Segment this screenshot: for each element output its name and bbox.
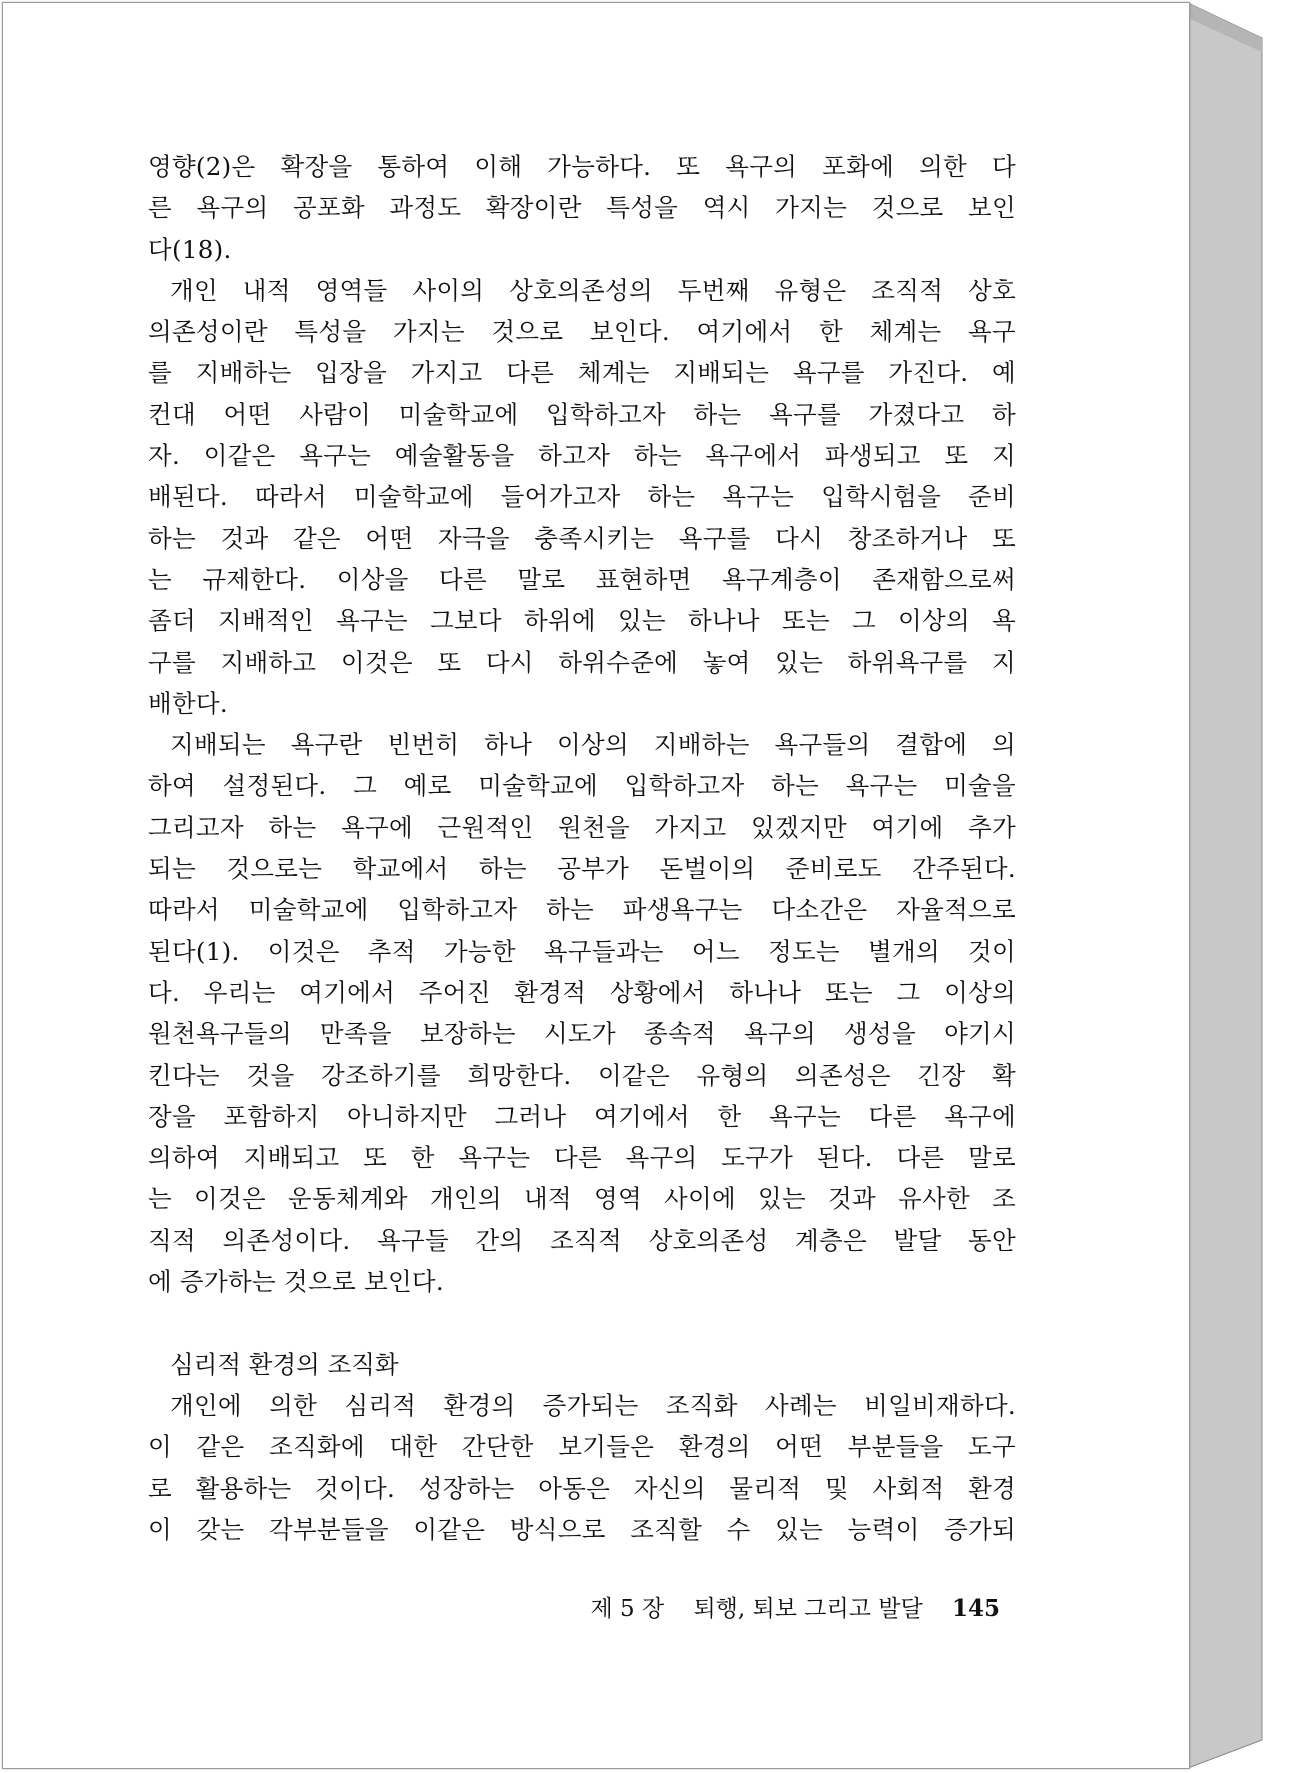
footer-title: 퇴행, 퇴보 그리고 발달 xyxy=(693,1596,923,1622)
paragraph-2 xyxy=(148,270,1016,724)
page-number: 145 xyxy=(951,1595,1000,1622)
text-line: 로 활용하는 것이다. 성장하는 아동은 자신의 물리적 및 사회적 환경 xyxy=(148,1473,1016,1503)
text-line: 컨대 어떤 사람이 미술학교에 입학하고자 하는 욕구를 가졌다고 하 xyxy=(148,399,1016,429)
text-line: 의하여 지배되고 또 한 욕구는 다른 욕구의 도구가 된다. 다른 말로 xyxy=(148,1143,1016,1173)
text-line: 에 증가하는 것으로 보인다. xyxy=(148,1267,444,1297)
text-line: 된다(1). 이것은 추적 가능한 욕구들과는 어느 정도는 별개의 것이 xyxy=(148,936,1016,966)
text-line: 킨다는 것을 강조하기를 희망한다. 이같은 유형의 의존성은 긴장 확 xyxy=(148,1060,1016,1090)
text-line: 이 같은 조직화에 대한 간단한 보기들은 환경의 어떤 부분들을 도구 xyxy=(148,1432,1016,1462)
text-line: 다(18). xyxy=(148,234,232,264)
text-line: 자. 이같은 욕구는 예술활동을 하고자 하는 욕구에서 파생되고 또 지 xyxy=(148,441,1016,471)
paragraph-1 xyxy=(148,146,1016,270)
text-line: 는 이것은 운동체계와 개인의 내적 영역 사이에 있는 것과 유사한 조 xyxy=(148,1184,1016,1214)
text-line: 이 갖는 각부분들을 이같은 방식으로 조직할 수 있는 능력이 증가되 xyxy=(148,1514,1016,1544)
text-line: 장을 포함하지 아니하지만 그러나 여기에서 한 욕구는 다른 욕구에 xyxy=(148,1101,1016,1131)
text-line: 를 지배하는 입장을 가지고 다른 체계는 지배되는 욕구를 가진다. 예 xyxy=(148,358,1016,388)
text-line: 다. 우리는 여기에서 주어진 환경적 상황에서 하나나 또는 그 이상의 xyxy=(148,977,1016,1007)
text-line: 따라서 미술학교에 입학하고자 하는 파생욕구는 다소간은 자율적으로 xyxy=(148,895,1016,925)
text-line: 그리고자 하는 욕구에 근원적인 원천을 가지고 있겠지만 여기에 추가 xyxy=(148,812,1016,842)
text-line: 직적 의존성이다. 욕구들 간의 조직적 상호의존성 계층은 발달 동안 xyxy=(148,1225,1016,1255)
page-body xyxy=(148,146,1016,1550)
section-heading: 심리적 환경의 조직화 xyxy=(170,1349,399,1379)
section-gap xyxy=(148,1302,1016,1343)
text-line: 배한다. xyxy=(148,688,228,718)
text-line: 되는 것으로는 학교에서 하는 공부가 돈벌이의 준비로도 간주된다. xyxy=(148,854,1016,884)
section-psych-environment xyxy=(148,1344,1016,1550)
text-line: 개인에 의한 심리적 환경의 증가되는 조직화 사례는 비일비재하다. xyxy=(170,1390,1016,1420)
footer-chapter: 제 5 장 xyxy=(590,1596,665,1622)
text-line: 하는 것과 같은 어떤 자극을 충족시키는 욕구를 다시 창조하거나 또 xyxy=(148,523,1016,553)
text-line: 원천욕구들의 만족을 보장하는 시도가 종속적 욕구의 생성을 야기시 xyxy=(148,1019,1016,1049)
text-line: 영향(2)은 확장을 통하여 이해 가능하다. 또 욕구의 포화에 의한 다 xyxy=(148,152,1016,181)
running-footer xyxy=(560,1590,1000,1623)
text-line: 좀더 지배적인 욕구는 그보다 하위에 있는 하나나 또는 그 이상의 욕 xyxy=(148,606,1016,636)
text-line: 의존성이란 특성을 가지는 것으로 보인다. 여기에서 한 체계는 욕구 xyxy=(148,317,1016,347)
text-line: 구를 지배하고 이것은 또 다시 하위수준에 놓여 있는 하위욕구를 지 xyxy=(148,647,1016,677)
text-line: 른 욕구의 공포화 과정도 확장이란 특성을 역시 가지는 것으로 보인 xyxy=(148,193,1016,223)
text-line: 는 규제한다. 이상을 다른 말로 표현하면 욕구계층이 존재함으로써 xyxy=(148,564,1016,594)
text-line: 개인 내적 영역들 사이의 상호의존성의 두번째 유형은 조직적 상호 xyxy=(170,275,1016,305)
paragraph-3 xyxy=(148,724,1016,1302)
text-line: 하여 설정된다. 그 예로 미술학교에 입학하고자 하는 욕구는 미술을 xyxy=(148,771,1016,801)
text-line: 배된다. 따라서 미술학교에 들어가고자 하는 욕구는 입학시험을 준비 xyxy=(148,482,1016,512)
text-line: 지배되는 욕구란 빈번히 하나 이상의 지배하는 욕구들의 결합에 의 xyxy=(170,730,1016,760)
